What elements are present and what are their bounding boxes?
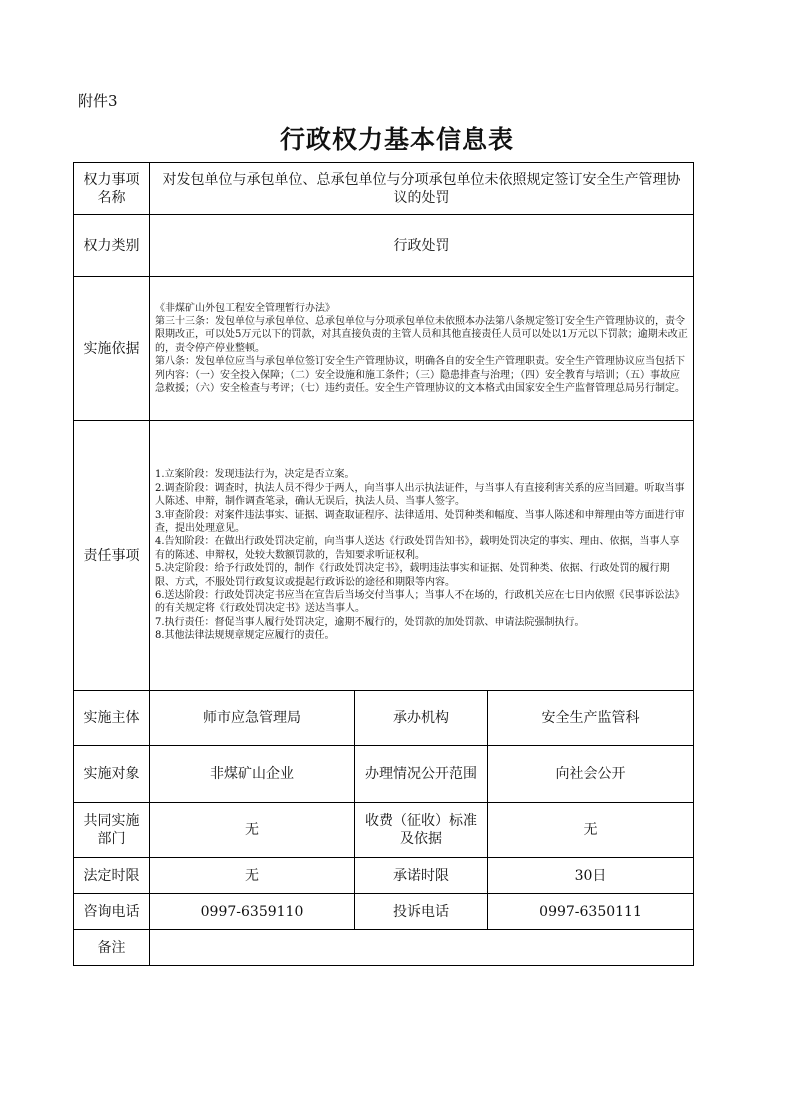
row-basis [74,277,694,421]
duty-line: 1.立案阶段：发现违法行为，决定是否立案。 [155,469,355,481]
value-remark [150,930,694,966]
row-remark [74,930,694,966]
label-power-name: 权力事项名称 [74,163,150,215]
value-power-name: 对发包单位与承包单位、总承包单位与分项承包单位未依照规定签订安全生产管理协议的处罚 [150,163,694,215]
label-duty: 责任事项 [74,421,150,691]
page-title: 行政权力基本信息表 [279,125,514,154]
row-phone [74,894,694,930]
value-complaint-phone: 0997-6350111 [488,894,694,930]
attachment-label: 附件3 [78,92,118,110]
label-basis: 实施依据 [74,277,150,421]
duty-line: 8.其他法律法规规章规定应履行的责任。 [155,630,335,642]
value-disclosure: 向社会公开 [488,746,694,803]
duty-line: 4.告知阶段：在做出行政处罚决定前，向当事人送达《行政处罚告知书》，载明处罚决定的事实、理由、依据，当事人享有的陈述、申辩权，处较大数额罚款的，告知要求听证权利。 [155,536,680,561]
value-subject: 师市应急管理局 [150,691,355,746]
label-category: 权力类别 [74,215,150,277]
label-complaint-phone: 投诉电话 [355,894,488,930]
basis-line: 《非煤矿山外包工程安全管理暂行办法》 [155,302,335,314]
duty-line: 6.送达阶段：行政处罚决定书应当在宣告后当场交付当事人；当事人不在场的，行政机关应在七日内依照《民事诉讼法》的有关规定将《行政处罚决定书》送达当事人。 [155,590,685,615]
basis-line: 第三十三条：发包单位与承包单位、总承包单位与分项承包单位未依照本办法第八条规定签订安全生产管理协议的，责令限期改正，可以处5万元以下的罚款，对其直接负责的主管人员和其他直接责任人员可以处以1万元以下罚款；逾期未改正的，责令停产停业整顿。 [155,315,688,354]
row-time-limit [74,858,694,894]
label-disclosure: 办理情况公开范围 [355,746,488,803]
row-category [74,215,694,277]
label-joint: 共同实施部门 [74,803,150,858]
row-duty [74,421,694,691]
label-target: 实施对象 [74,746,150,803]
value-basis [150,277,694,421]
duty-line: 7.执行责任：督促当事人履行处罚决定，逾期不履行的，处罚款的加处罚款、申请法院强制执行。 [155,616,585,628]
value-category: 行政处罚 [150,215,694,277]
label-remark: 备注 [74,930,150,966]
label-legal-limit: 法定时限 [74,858,150,894]
row-target [74,746,694,803]
label-promise-limit: 承诺时限 [355,858,488,894]
value-fee: 无 [488,803,694,858]
value-consult-phone: 0997-6359110 [150,894,355,930]
info-table [73,162,694,966]
label-consult-phone: 咨询电话 [74,894,150,930]
value-promise-limit: 30日 [488,858,694,894]
value-target: 非煤矿山企业 [150,746,355,803]
basis-line: 第八条：发包单位应当与承包单位签订安全生产管理协议，明确各自的安全生产管理职责。安全生产管理协议应当包括下列内容：（一）安全投入保障；（二）安全设施和施工条件；（三）隐患排查与治理；（四）安全教育与培训；（五）事故应急救援；（六）安全检查与考评；（七）违约责任。安全生产管理协议的文本格式由国家安全生产监督管理总局另行制定。 [155,356,685,395]
row-joint [74,803,694,858]
label-subject: 实施主体 [74,691,150,746]
value-joint: 无 [150,803,355,858]
duty-line: 3.审查阶段：对案件违法事实、证据、调查取证程序、法律适用、处罚种类和幅度、当事人陈述和申辩理由等方面进行审查，提出处理意见。 [155,509,685,534]
value-legal-limit: 无 [150,858,355,894]
value-handling-org: 安全生产监管科 [488,691,694,746]
row-subject [74,691,694,746]
value-duty [150,421,694,691]
row-power-name [74,163,694,215]
duty-line: 2.调查阶段：调查时，执法人员不得少于两人，向当事人出示执法证件，与当事人有直接利害关系的应当回避。听取当事人陈述、申辩，制作调查笔录，确认无误后，执法人员、当事人签字。 [155,482,685,508]
label-handling-org: 承办机构 [355,691,488,746]
duty-line: 5.决定阶段：给予行政处罚的，制作《行政处罚决定书》，载明违法事实和证据、处罚种类、依据、行政处罚的履行期限、方式，不服处罚行政复议或提起行政诉讼的途径和期限等内容。 [155,563,670,588]
label-fee: 收费（征收）标准及依据 [355,803,488,858]
